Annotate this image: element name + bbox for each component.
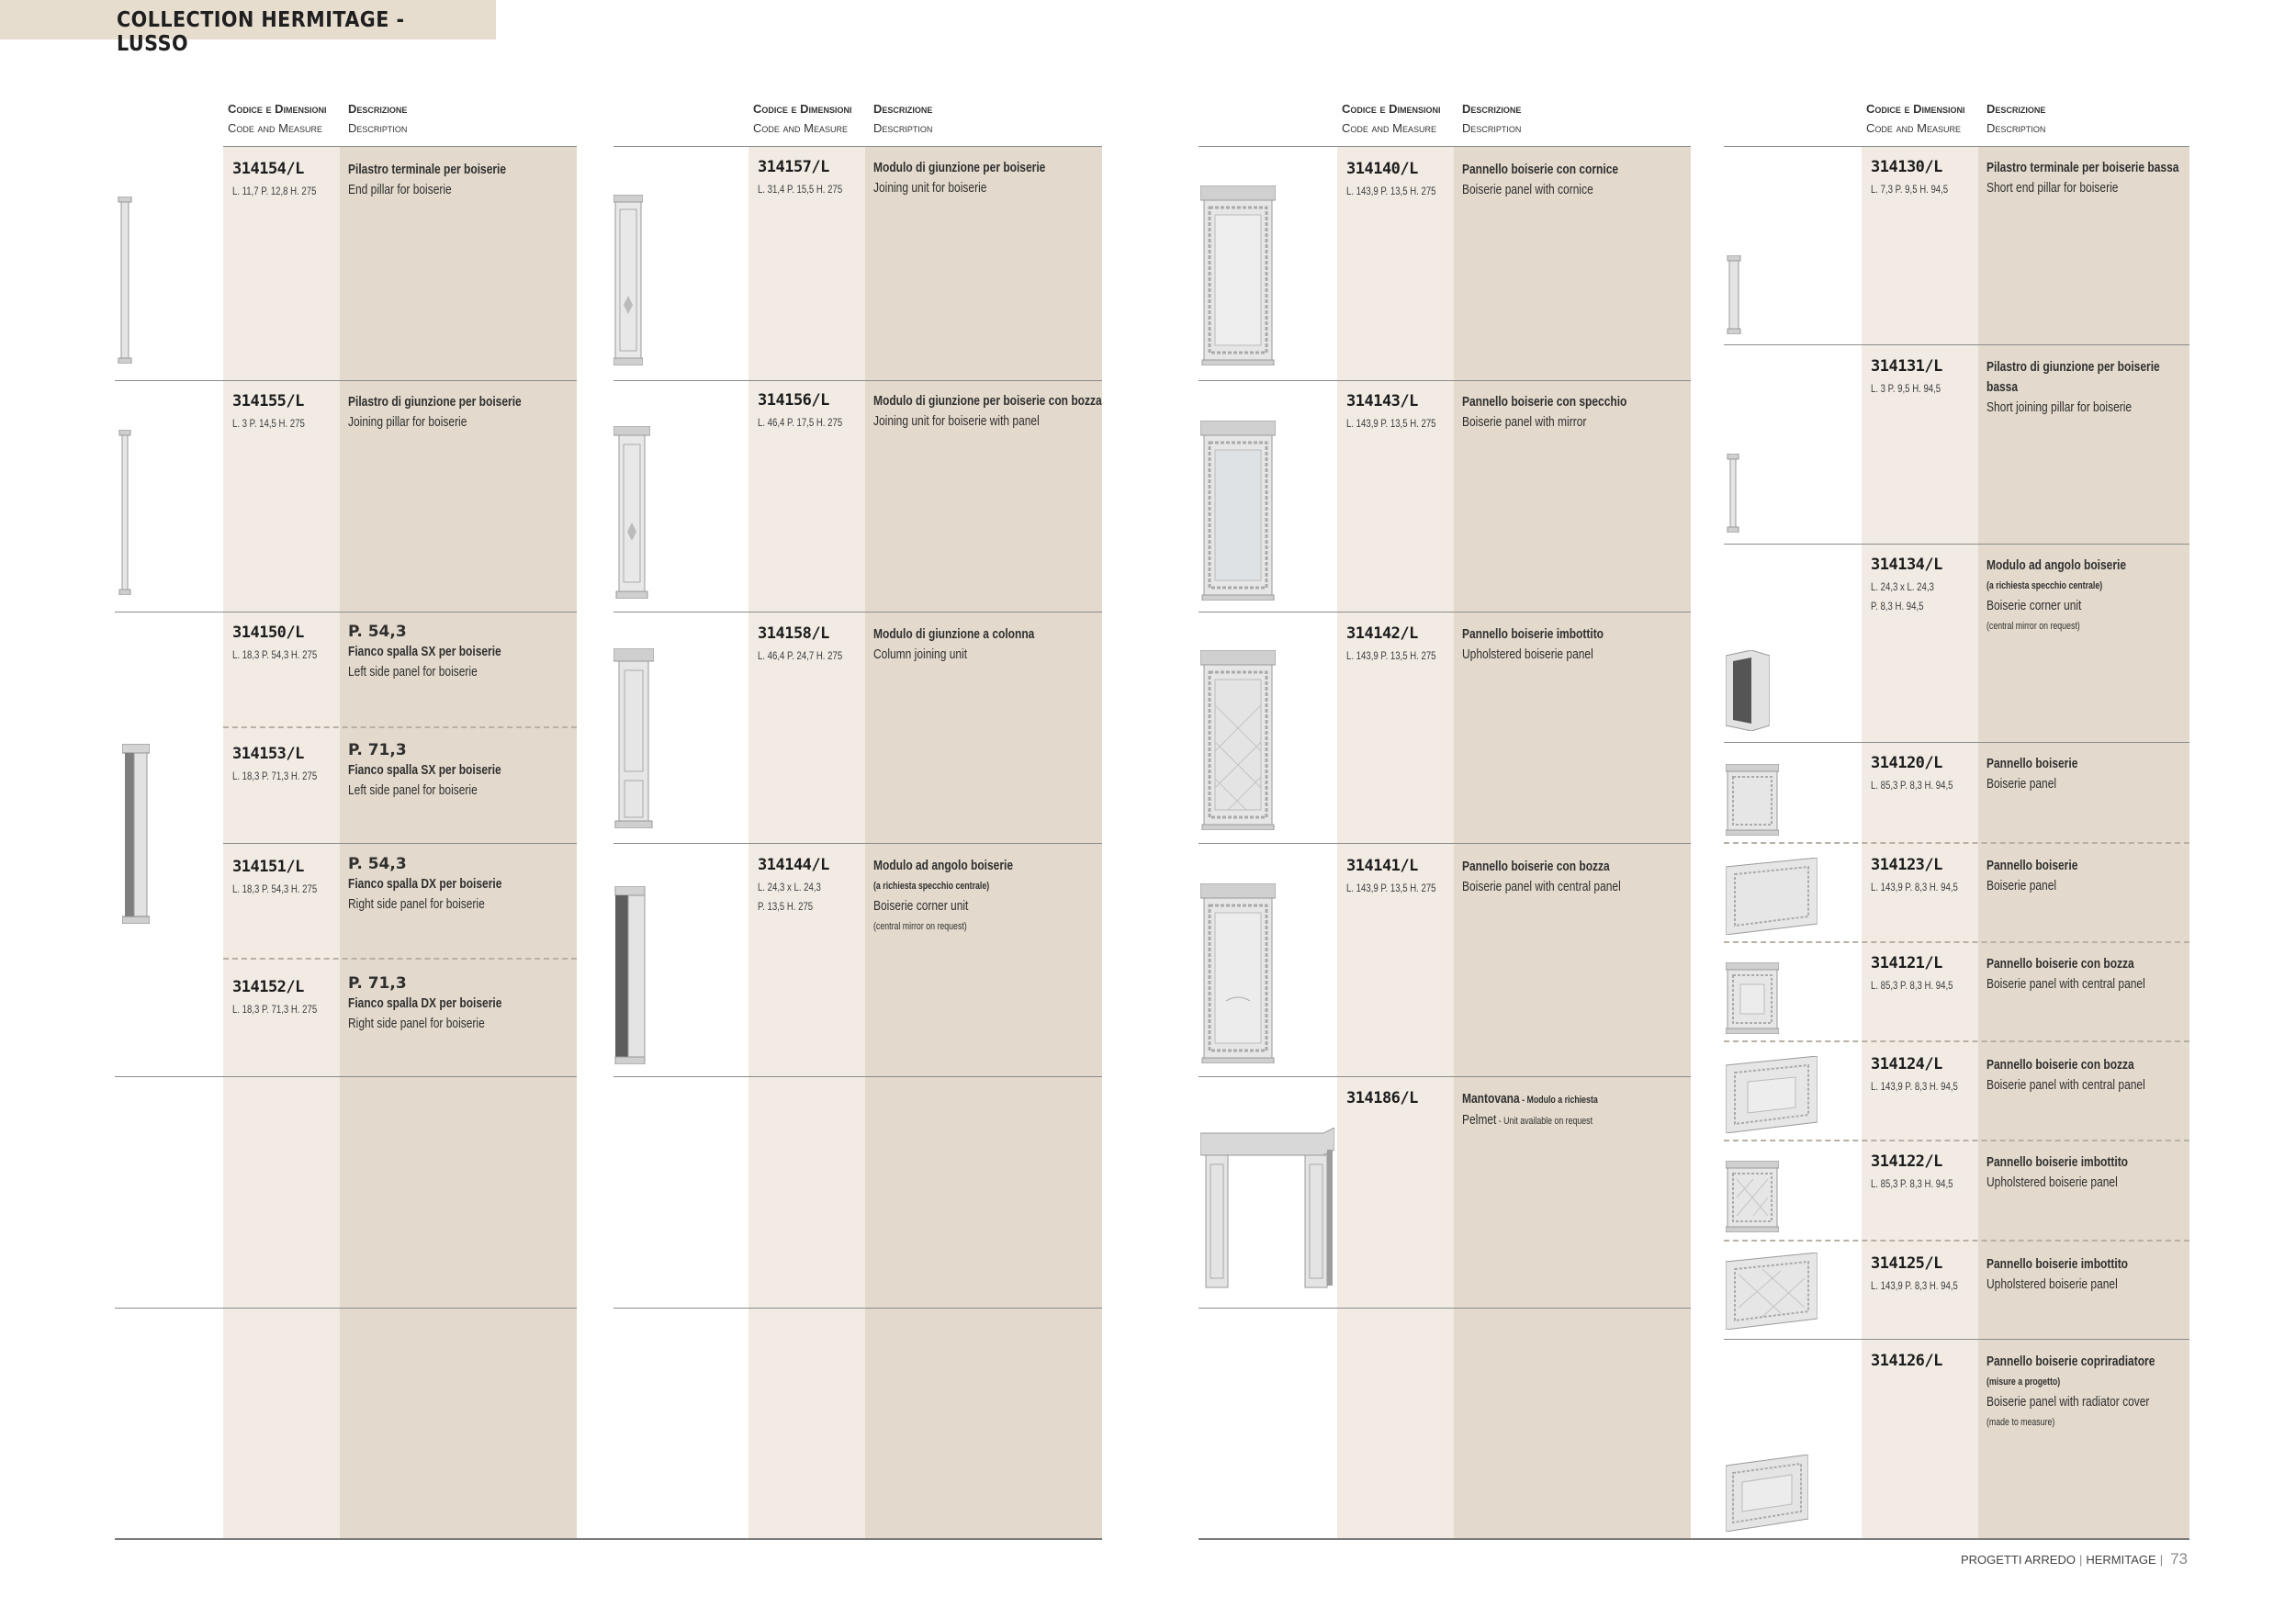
product-dims: L. 11,7 P. 12,8 H. 275 bbox=[232, 185, 317, 197]
product-description: Pannello boiserie imbottito Upholstered boiserie panel bbox=[1986, 1154, 2129, 1190]
product-description: P. 71,3 Fianco spalla DX per boiserie Right side panel for boiserie bbox=[348, 974, 502, 1031]
product-description: Pannello boiserie con bozza Boiserie panel with central panel bbox=[1986, 1057, 2145, 1093]
footer-section: HERMITAGE bbox=[2086, 1553, 2156, 1567]
row-dash-divider bbox=[1724, 842, 2189, 844]
wide-short-panel-image bbox=[1726, 858, 1818, 935]
product-dims: L. 31,4 P. 15,5 H. 275 bbox=[758, 183, 843, 196]
short-panel-image bbox=[1726, 764, 1779, 836]
row-divider bbox=[115, 1308, 577, 1309]
joining-unit-image bbox=[613, 195, 643, 365]
col1-header-rule bbox=[223, 146, 577, 147]
product-description: Pilastro di giunzione per boiserie Joining pillar for boiserie bbox=[348, 394, 522, 430]
product-description: Pannello boiserie con specchio Boiserie panel with mirror bbox=[1462, 394, 1627, 430]
col3-desc-header: Descrizione Description bbox=[1462, 102, 1522, 135]
panel-mirror-image bbox=[1200, 421, 1276, 601]
product-description: Modulo di giunzione a colonna Column joining unit bbox=[873, 626, 1035, 662]
product-description: Pilastro terminale per boiserie End pillar for boiserie bbox=[348, 162, 507, 197]
product-code: 314130/L bbox=[1871, 158, 1942, 176]
product-code: 314153/L bbox=[232, 745, 304, 763]
product-code: 314121/L bbox=[1871, 954, 1942, 972]
product-description: Pannello boiserie con cornice Boiserie panel with cornice bbox=[1462, 162, 1619, 197]
product-code: 314122/L bbox=[1871, 1152, 1942, 1171]
product-code: 314156/L bbox=[758, 391, 829, 410]
product-dims: L. 24,3 x L. 24,3 P. 13,5 H. 275 bbox=[758, 881, 821, 913]
product-code: 314155/L bbox=[232, 392, 304, 410]
row-divider bbox=[613, 1308, 1102, 1309]
product-dims: L. 143,9 P. 13,5 H. 275 bbox=[1346, 649, 1436, 662]
product-code: 314150/L bbox=[232, 624, 304, 642]
product-code: 314142/L bbox=[1346, 624, 1418, 643]
product-dims: L. 46,4 P. 17,5 H. 275 bbox=[758, 416, 843, 429]
wide-short-panel-central-image bbox=[1726, 1056, 1818, 1133]
product-description: P. 54,3 Fianco spalla DX per boiserie Right side panel for boiserie bbox=[348, 855, 502, 912]
product-dims: L. 143,9 P. 8,3 H. 94,5 bbox=[1871, 1279, 1958, 1292]
short-pillar-image bbox=[1727, 255, 1741, 334]
short-pillar-image bbox=[1727, 454, 1739, 533]
col2-header-rule bbox=[613, 146, 1102, 147]
col1-desc-header: Descrizione Description bbox=[348, 102, 408, 135]
product-code: 314154/L bbox=[232, 160, 304, 178]
product-code: 314131/L bbox=[1871, 357, 1942, 376]
product-description: Pannello boiserie Boiserie panel bbox=[1986, 756, 2078, 792]
footer-brand: PROGETTI ARREDO bbox=[1961, 1553, 2076, 1567]
product-dims: L. 143,9 P. 13,5 H. 275 bbox=[1346, 417, 1436, 430]
product-description: Pannello boiserie Boiserie panel bbox=[1986, 858, 2078, 893]
row-divider bbox=[1724, 344, 2189, 345]
row-divider bbox=[115, 1076, 577, 1077]
product-dims: L. 143,9 P. 13,5 H. 275 bbox=[1346, 882, 1436, 894]
product-code: 314186/L bbox=[1346, 1089, 1418, 1107]
joining-unit-panel-image bbox=[613, 426, 650, 599]
col4-header-rule bbox=[1724, 146, 2189, 147]
product-dims: L. 143,9 P. 8,3 H. 94,5 bbox=[1871, 881, 1958, 893]
product-code: 314152/L bbox=[232, 978, 304, 996]
short-corner-unit-image bbox=[1726, 650, 1770, 731]
product-dims: L. 85,3 P. 8,3 H. 94,5 bbox=[1871, 1177, 1953, 1190]
product-dims: L. 3 P. 9,5 H. 94,5 bbox=[1871, 382, 1941, 395]
row-dash-divider bbox=[1724, 1040, 2189, 1042]
col3-code-header: Codice e Dimensioni Code and Measure bbox=[1342, 102, 1441, 135]
col4-desc-header: Descrizione Description bbox=[1986, 102, 2046, 135]
product-description: Modulo ad angolo boiserie (a richiesta specchio centrale) Boiserie corner unit (central mirror on request) bbox=[873, 858, 1014, 932]
pelmet-image bbox=[1200, 1128, 1334, 1291]
row-dash-divider bbox=[1724, 941, 2189, 943]
product-description: Modulo di giunzione per boiserie con bozza Joining unit for boiserie with panel bbox=[873, 393, 1102, 429]
col3-header-rule bbox=[1199, 146, 1691, 147]
col2-desc-header: Descrizione Description bbox=[873, 102, 933, 135]
panel-cornice-image bbox=[1200, 185, 1276, 365]
page-bottom-rule-right bbox=[1199, 1538, 2189, 1540]
row-divider bbox=[613, 843, 1102, 844]
panel-central-image bbox=[1200, 883, 1276, 1063]
product-dims: L. 46,4 P. 24,7 H. 275 bbox=[758, 649, 843, 662]
product-code: 314157/L bbox=[758, 158, 829, 176]
product-code: 314120/L bbox=[1871, 754, 1942, 772]
row-divider bbox=[1199, 843, 1691, 844]
col4-code-header: Codice e Dimensioni Code and Measure bbox=[1866, 102, 1965, 135]
product-dims: L. 85,3 P. 8,3 H. 94,5 bbox=[1871, 979, 1953, 992]
col1-code-header: Codice e Dimensioni Code and Measure bbox=[228, 102, 327, 135]
product-dims: L. 143,9 P. 13,5 H. 275 bbox=[1346, 185, 1436, 197]
product-code: 314123/L bbox=[1871, 856, 1942, 874]
row-divider bbox=[115, 380, 577, 381]
product-description: Pilastro terminale per boiserie bassa Short end pillar for boiserie bbox=[1986, 160, 2179, 196]
product-dims: L. 18,3 P. 71,3 H. 275 bbox=[232, 1003, 318, 1016]
row-dash-divider bbox=[223, 958, 577, 960]
page-bottom-rule-left bbox=[115, 1538, 1102, 1540]
row-dash-divider bbox=[1724, 1140, 2189, 1141]
product-code: 314140/L bbox=[1346, 160, 1418, 178]
pillar-image bbox=[118, 430, 132, 595]
product-description: Pannello boiserie imbottito Upholstered boiserie panel bbox=[1986, 1256, 2129, 1292]
product-dims: L. 18,3 P. 54,3 H. 275 bbox=[232, 648, 318, 661]
product-dims: L. 18,3 P. 71,3 H. 275 bbox=[232, 770, 318, 782]
pillar-image bbox=[117, 197, 133, 364]
product-code: 314144/L bbox=[758, 856, 829, 874]
col2-code-header: Codice e Dimensioni Code and Measure bbox=[753, 102, 852, 135]
row-divider bbox=[223, 843, 577, 844]
row-divider bbox=[1724, 742, 2189, 743]
product-description: P. 71,3 Fianco spalla SX per boiserie Left side panel for boiserie bbox=[348, 741, 501, 798]
short-panel-upholstered-image bbox=[1726, 1161, 1779, 1232]
product-description: Modulo di giunzione per boiserie Joining unit for boiserie bbox=[873, 160, 1046, 196]
page-number: 73 bbox=[2170, 1550, 2188, 1568]
product-description: Pannello boiserie con bozza Boiserie panel with central panel bbox=[1986, 956, 2145, 992]
product-code: 314143/L bbox=[1346, 392, 1418, 410]
product-description: Mantovana - Modulo a richiesta Pelmet - Unit available on request bbox=[1462, 1091, 1598, 1128]
product-description: Pannello boiserie con bozza Boiserie panel with central panel bbox=[1462, 859, 1621, 894]
row-divider bbox=[1199, 1076, 1691, 1077]
collection-title-bar bbox=[0, 0, 496, 56]
product-description: Modulo ad angolo boiserie (a richiesta specchio centrale) Boiserie corner unit (central mirror on request) bbox=[1986, 557, 2127, 632]
product-dims: L. 24,3 x L. 24,3 P. 8,3 H. 94,5 bbox=[1871, 580, 1934, 612]
row-divider bbox=[1724, 544, 2189, 545]
collection-title: COLLECTION HERMITAGE - LUSSO bbox=[117, 8, 405, 56]
row-dash-divider bbox=[223, 726, 577, 728]
corner-unit-image bbox=[613, 886, 647, 1064]
column-joining-unit-image bbox=[613, 648, 654, 828]
product-dims: L. 143,9 P. 8,3 H. 94,5 bbox=[1871, 1080, 1958, 1093]
row-dash-divider bbox=[1724, 1240, 2189, 1242]
short-panel-central-image bbox=[1726, 962, 1779, 1034]
product-code: 314134/L bbox=[1871, 556, 1942, 574]
product-dims: L. 7,3 P. 9,5 H. 94,5 bbox=[1871, 183, 1949, 196]
product-code: 314141/L bbox=[1346, 857, 1418, 875]
product-description: P. 54,3 Fianco spalla SX per boiserie Left side panel for boiserie bbox=[348, 623, 501, 680]
row-divider bbox=[1199, 380, 1691, 381]
row-divider bbox=[613, 1076, 1102, 1077]
product-description: Pilastro di giunzione per boiserie bassa Short joining pillar for boiserie bbox=[1986, 359, 2160, 415]
side-panel-image bbox=[122, 744, 150, 924]
wide-short-panel-upholstered-image bbox=[1726, 1253, 1818, 1330]
product-code: 314124/L bbox=[1871, 1055, 1942, 1073]
row-divider bbox=[1724, 1339, 2189, 1340]
product-dims: L. 18,3 P. 54,3 H. 275 bbox=[232, 882, 318, 895]
page-footer: PROGETTI ARREDO | HERMITAGE | 73 bbox=[1961, 1550, 2188, 1568]
product-dims: L. 3 P. 14,5 H. 275 bbox=[232, 417, 305, 430]
product-description: Pannello boiserie copriradiatore (misure a progetto) Boiserie panel with radiator cover (made to measure) bbox=[1986, 1354, 2155, 1428]
product-code: 314125/L bbox=[1871, 1254, 1942, 1273]
product-code: 314126/L bbox=[1871, 1352, 1942, 1370]
row-divider bbox=[613, 380, 1102, 381]
panel-upholstered-image bbox=[1200, 650, 1276, 830]
row-divider bbox=[1199, 1308, 1691, 1309]
product-code: 314158/L bbox=[758, 624, 829, 643]
product-code: 314151/L bbox=[232, 858, 304, 876]
product-dims: L. 85,3 P. 8,3 H. 94,5 bbox=[1871, 779, 1953, 792]
product-description: Pannello boiserie imbottito Upholstered boiserie panel bbox=[1462, 626, 1604, 662]
radiator-cover-panel-image bbox=[1726, 1455, 1808, 1532]
